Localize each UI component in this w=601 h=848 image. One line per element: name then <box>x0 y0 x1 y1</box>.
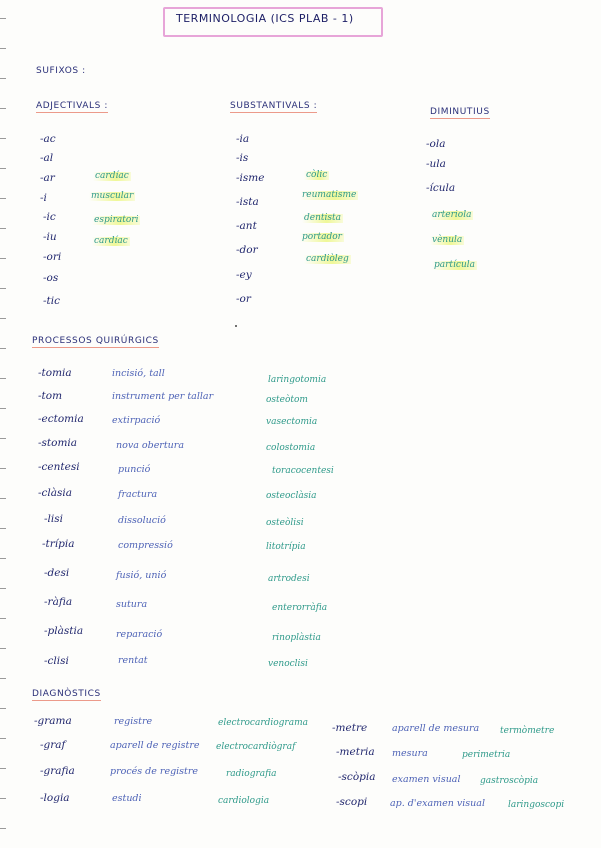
diminutiu-suffix: -ula <box>426 158 446 170</box>
sufixos-heading: SUFIXOS : <box>36 66 86 76</box>
margin-tick <box>0 438 6 439</box>
substantival-example: dentista <box>304 213 341 223</box>
adjectival-suffix: -os <box>43 272 59 284</box>
adjectival-suffix: -ar <box>40 172 55 184</box>
processos-meaning: sutura <box>116 599 148 610</box>
margin-tick <box>0 768 6 769</box>
diagnostics-meaning: procés de registre <box>110 766 199 777</box>
substantival-example: còlic <box>306 170 328 180</box>
margin-tick <box>0 18 6 19</box>
adjectival-example: cardíac <box>95 171 129 181</box>
processos-suffix: -stomia <box>38 437 78 449</box>
processos-example: artrodesi <box>268 574 310 584</box>
processos-suffix: -centesi <box>38 461 80 473</box>
adjectival-example: espiratori <box>94 215 139 225</box>
processos-example: osteòtom <box>266 395 308 405</box>
margin-tick <box>0 798 6 799</box>
margin-tick <box>0 618 6 619</box>
processos-example: enterorràfia <box>272 603 328 613</box>
diagnostics-suffix: -grama <box>34 715 72 727</box>
substantival-suffix: -ista <box>236 196 259 208</box>
diagnostics-suffix: -metria <box>336 746 375 758</box>
processos-meaning: extirpació <box>112 415 161 426</box>
adjectival-suffix: -i <box>40 192 47 204</box>
diminutiu-example: arteriola <box>432 210 472 220</box>
diagnostics-suffix: -graf <box>40 739 66 751</box>
diminutiu-suffix: -ícula <box>426 182 456 194</box>
margin-tick <box>0 678 6 679</box>
processos-meaning: nova obertura <box>116 440 184 451</box>
adjectival-example: cardíac <box>94 236 128 246</box>
margin-tick <box>0 258 6 259</box>
processos-example: venoclisi <box>268 659 308 669</box>
processos-suffix: -ectomia <box>38 413 84 425</box>
diagnostics-meaning: registre <box>114 716 153 727</box>
diagnostics-example: radiografia <box>226 769 277 779</box>
substantival-suffix: -or <box>236 293 251 305</box>
margin-tick <box>0 588 6 589</box>
margin-tick <box>0 408 6 409</box>
margin-tick <box>0 78 6 79</box>
margin-tick <box>0 198 6 199</box>
diagnostics-meaning: ap. d'examen visual <box>390 798 485 809</box>
processos-meaning: fusió, unió <box>116 570 167 581</box>
diagnostics-heading: DIAGNÒSTICS <box>32 689 101 699</box>
processos-example: laringotomia <box>268 375 327 385</box>
substantival-suffix: -ia <box>236 133 250 145</box>
margin-tick <box>0 708 6 709</box>
margin-tick <box>0 528 6 529</box>
diagnostics-meaning: mesura <box>392 748 428 759</box>
processos-example: toracocentesi <box>272 466 334 476</box>
diagnostics-example: electrocardiògraf <box>216 742 296 752</box>
processos-heading: PROCESSOS QUIRÚRGICS <box>32 336 159 346</box>
processos-example: colostomia <box>266 443 316 453</box>
processos-example: litotrípia <box>266 542 306 552</box>
processos-suffix: -clàsia <box>38 487 73 499</box>
adjectival-example: muscular <box>91 191 134 201</box>
processos-meaning: compressió <box>118 540 173 551</box>
processos-example: rinoplàstia <box>272 633 321 643</box>
diagnostics-meaning: aparell de mesura <box>392 723 480 734</box>
diminutiu-example: partícula <box>434 260 476 270</box>
substantival-suffix: -ant <box>236 220 257 232</box>
margin-tick <box>0 468 6 469</box>
processos-suffix: -ràfia <box>44 596 73 608</box>
substantival-example: cardiòleg <box>306 254 349 264</box>
processos-suffix: -tomia <box>38 367 72 379</box>
margin-tick <box>0 138 6 139</box>
processos-suffix: -lisi <box>44 513 64 525</box>
adjectival-suffix: -ac <box>40 133 56 145</box>
processos-meaning: punció <box>118 464 151 475</box>
adjectival-suffix: -al <box>40 152 54 164</box>
substantival-suffix: -isme <box>236 172 265 184</box>
diagnostics-example: laringoscopi <box>508 800 565 810</box>
processos-suffix: -tom <box>38 390 63 402</box>
margin-tick <box>0 498 6 499</box>
diagnostics-suffix: -metre <box>332 722 368 734</box>
adjectival-suffix: -tic <box>43 295 61 307</box>
diminutiu-suffix: -ola <box>426 138 446 150</box>
diagnostics-suffix: -grafia <box>40 765 75 777</box>
diagnostics-suffix: -scòpia <box>338 771 376 783</box>
margin-tick <box>0 288 6 289</box>
processos-meaning: reparació <box>116 629 163 640</box>
diagnostics-meaning: examen visual <box>392 774 461 785</box>
diagnostics-example: electrocardiograma <box>218 718 309 728</box>
processos-example: osteoclàsia <box>266 491 317 501</box>
substantival-suffix: -is <box>236 152 249 164</box>
adjectivals-heading: ADJECTIVALS : <box>36 101 109 111</box>
diagnostics-example: gastroscòpia <box>480 776 539 786</box>
diminutius-heading: DIMINUTIUS <box>430 107 490 117</box>
margin-tick <box>0 168 6 169</box>
diagnostics-example: termòmetre <box>500 726 555 736</box>
processos-meaning: incisió, tall <box>112 368 165 379</box>
margin-tick <box>0 318 6 319</box>
adjectival-suffix: -ori <box>43 251 62 263</box>
substantivals-heading: SUBSTANTIVALS : <box>230 101 318 111</box>
processos-example: vasectomia <box>266 417 318 427</box>
processos-meaning: rentat <box>118 655 148 666</box>
processos-suffix: -trípia <box>42 538 75 550</box>
diagnostics-example: perimetria <box>462 750 511 760</box>
margin-tick <box>0 348 6 349</box>
processos-example: osteòlisi <box>266 518 304 528</box>
diagnostics-meaning: aparell de registre <box>110 740 200 751</box>
margin-tick <box>0 378 6 379</box>
processos-suffix: -plàstia <box>44 625 84 637</box>
processos-meaning: fractura <box>118 489 158 500</box>
adjectival-suffix: -ic <box>43 211 56 223</box>
substantival-example: portador <box>302 232 342 242</box>
substantival-suffix: -ey <box>236 269 252 281</box>
processos-suffix: -desi <box>44 567 70 579</box>
diagnostics-meaning: estudi <box>112 793 142 804</box>
diagnostics-suffix: -scopi <box>336 796 368 808</box>
page-title: TERMINOLOGIA (ICS PLAB - 1) <box>176 12 354 25</box>
margin-tick <box>0 738 6 739</box>
margin-tick <box>0 48 6 49</box>
margin-tick <box>0 828 6 829</box>
ink-dot <box>235 325 237 327</box>
processos-meaning: instrument per tallar <box>112 391 214 402</box>
margin-tick <box>0 228 6 229</box>
substantival-example: reumatisme <box>302 190 357 200</box>
substantival-suffix: -dor <box>236 244 258 256</box>
adjectival-suffix: -iu <box>43 231 57 243</box>
processos-suffix: -clisi <box>44 655 69 667</box>
diagnostics-example: cardiologia <box>218 796 270 806</box>
margin-tick <box>0 648 6 649</box>
margin-tick <box>0 108 6 109</box>
diminutiu-example: vènula <box>432 235 463 245</box>
diagnostics-suffix: -logia <box>40 792 70 804</box>
processos-meaning: dissolució <box>118 515 166 526</box>
margin-tick <box>0 558 6 559</box>
